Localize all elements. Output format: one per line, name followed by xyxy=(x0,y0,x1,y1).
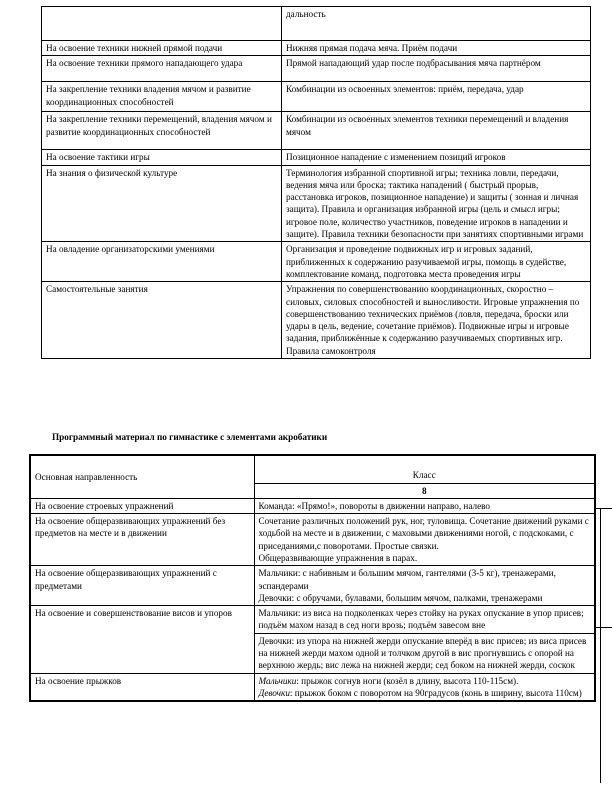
content-cell: Мальчики: из виса на подколенках через стойку на руках опускание в упор присев; подъём махом назад в сед ноги врозь; подъём завесом вне xyxy=(254,606,595,634)
content-cell xyxy=(254,673,595,701)
direction-cell: На освоение строевых упражнений xyxy=(30,498,254,513)
table-header-row xyxy=(30,455,595,483)
content-cell: Организация и проведение подвижных игр и игровых заданий, приближенных к содержанию разучиваемой игры, помощь в судействе, комплектование команд, подготовка места проведения игры xyxy=(282,242,591,282)
header-grade: 8 xyxy=(254,483,595,498)
content-cell: Позиционное нападение с изменением позиций игроков xyxy=(282,150,591,165)
section-title: Программный материал по гимнастике с элементами акробатики xyxy=(52,432,328,442)
table-row xyxy=(42,282,591,359)
table-row xyxy=(30,673,595,701)
table-border-fragment xyxy=(600,508,601,783)
content-text: : прыжок согнув ноги (козёл в длину, высота 110-115см). xyxy=(296,675,519,686)
table-row xyxy=(30,566,595,606)
table-row xyxy=(42,41,591,56)
table-row xyxy=(42,242,591,282)
table-row xyxy=(42,112,591,150)
table-row xyxy=(30,606,595,634)
content-cell xyxy=(254,566,595,606)
direction-cell xyxy=(42,7,282,41)
table-row xyxy=(30,514,595,566)
content-cell: Комбинации из освоенных элементов: приём, передача, удар xyxy=(282,82,591,112)
table-row xyxy=(42,82,591,112)
direction-cell: На освоение прыжков xyxy=(30,673,254,701)
header-direction: Основная направленность xyxy=(30,455,254,498)
boys-label: Мальчики xyxy=(258,675,297,686)
content-cell: Команда: «Прямо!», повороты в движении направо, налево xyxy=(254,498,595,513)
gymnastics-program-table xyxy=(29,454,596,702)
girls-label: Девочки xyxy=(258,687,290,698)
volleyball-program-table xyxy=(41,6,591,359)
table-row xyxy=(42,7,591,41)
table-row xyxy=(42,56,591,82)
direction-cell: На освоение общеразвивающих упражнений с предметами xyxy=(30,566,254,606)
direction-cell: На знания о физической культуре xyxy=(42,165,282,242)
content-text: Мальчики: с набивным и большим мячом, гантелями (3-5 кг), тренажерами, эспандерами xyxy=(258,568,556,591)
table-border-fragment xyxy=(596,627,612,628)
content-cell xyxy=(254,514,595,566)
table-row xyxy=(42,150,591,165)
content-text: Общеразвивающие упражнения в парах. xyxy=(258,552,418,563)
direction-cell: На освоение общеразвивающих упражнений без предметов на месте и в движении xyxy=(30,514,254,566)
direction-cell: На закрепление техники владения мячом и развитие координационных способностей xyxy=(42,82,282,112)
content-cell: Девочки: из упора на нижней жерди опускание вперёд в вис присев; из виса присев на нижней жерди махом одной и толчком другой в вис прогнувшись с опорой на верхнюю жердь; вис лежа на нижней жерди; сед боком на нижней жерди, соскок xyxy=(254,633,595,673)
table-row xyxy=(42,165,591,242)
content-cell: Упражнения по совершенствованию координационных, скоростно – силовых, силовых способностей и выносливости. Игровые упражнения по совершенствованию технических приёмов (ловля, передача, броски или удары в цель, ведение, сочетание приёмов). Подвижные игры и игровые задания, приближённые к содержанию разучиваемых спортивных игр. Правила самоконтроля xyxy=(282,282,591,359)
content-cell: Нижняя прямая подача мяча. Приём подачи xyxy=(282,41,591,56)
direction-cell: На закрепление техники перемещений, владения мячом и развитие координационных способностей xyxy=(42,112,282,150)
content-cell: дальность xyxy=(282,7,591,41)
content-text: : прыжок боком с поворотом на 90градусов (конь в ширину, высота 110см) xyxy=(289,687,582,698)
direction-cell: На освоение техники нижней прямой подачи xyxy=(42,41,282,56)
content-cell: Комбинации из освоенных элементов техники перемещений и владения мячом xyxy=(282,112,591,150)
direction-cell: На освоение тактики игры xyxy=(42,150,282,165)
direction-cell: Самостоятельные занятия xyxy=(42,282,282,359)
content-cell: Прямой нападающий удар после подбрасывания мяча партнёром xyxy=(282,56,591,82)
header-class: Класс xyxy=(254,455,595,483)
direction-cell: На овладение организаторскими умениями xyxy=(42,242,282,282)
direction-cell: На освоение и совершенствование висов и упоров xyxy=(30,606,254,673)
content-cell: Терминология избранной спортивной игры; техника ловли, передачи, ведения мяча или броска; тактика нападений ( быстрый прорыв, расстановка игроков, позиционное нападение) и защиты ( зонная и личная защита). Правила и организация избранной игры (цель и смысл игры; игровое поле, количество участников, поведение игроков в нападении и защите). Правила техники безопасности при занятиях спортивными играми xyxy=(282,165,591,242)
table-row xyxy=(30,498,595,513)
content-text: Девочки: с обручами, булавами, большим мячом, палками, тренажерами xyxy=(258,592,543,603)
content-text: Сочетание различных положений рук, ног, туловища. Сочетание движений руками с ходьбой на месте и в движении, с маховыми движениями ногой, с подскоками, с приседаниями,с поворотами. Простые связки. xyxy=(258,516,589,551)
table-border-fragment xyxy=(596,508,612,509)
direction-cell: На освоение техники прямого нападающего удара xyxy=(42,56,282,82)
